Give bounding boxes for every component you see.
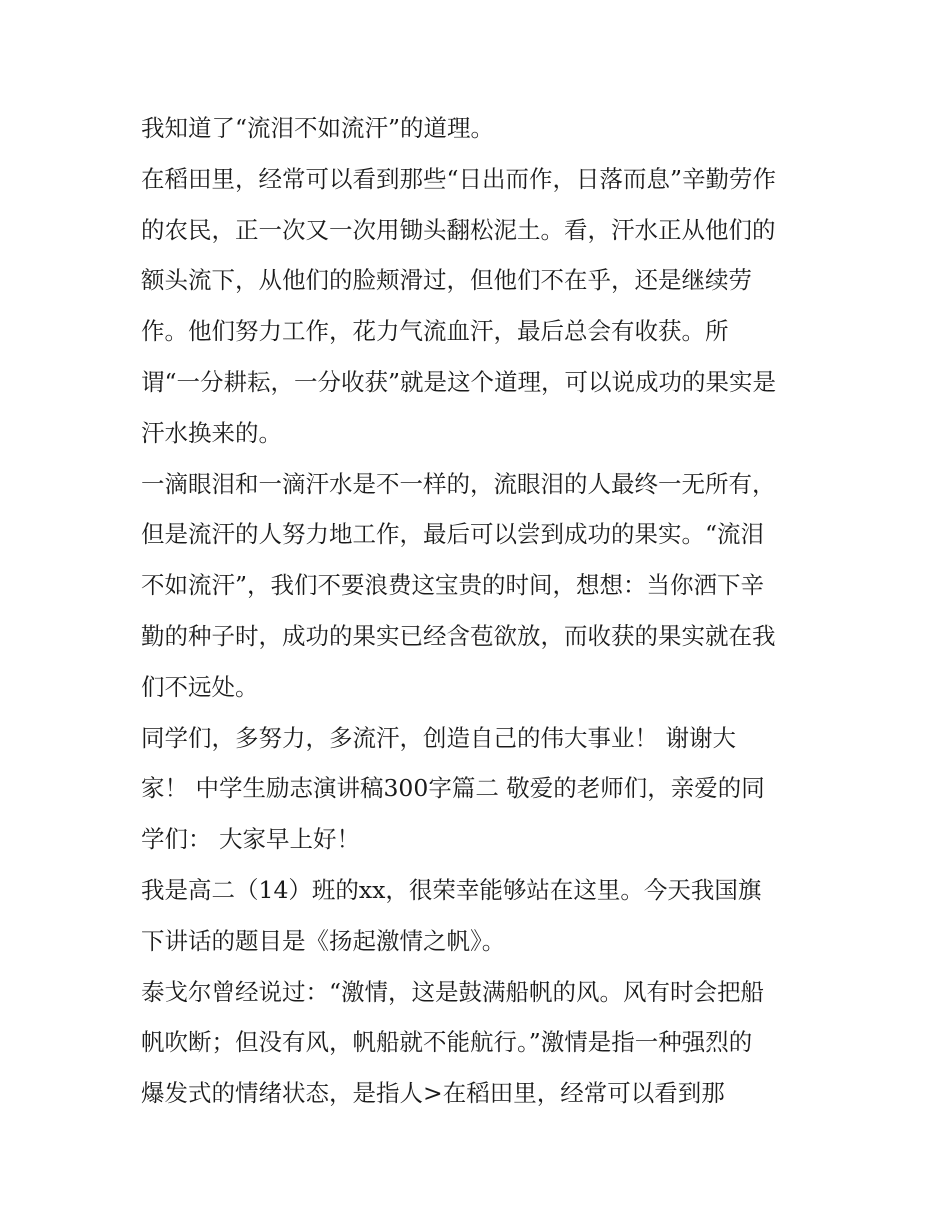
- text-line: 同学们，多努力，多流汗，创造自己的伟大事业！ 谢谢大: [141, 723, 736, 752]
- text-line: 谓“一分耕耘，一分收获”就是这个道理，可以说成功的果实是: [141, 367, 777, 396]
- text-line: 额头流下，从他们的脸颊滑过，但他们不在乎，还是继续劳: [141, 266, 752, 295]
- text-line: 学们： 大家早上好！: [141, 825, 360, 854]
- text-line: 下讲话的题目是《扬起激情之帆》。: [141, 926, 506, 955]
- text-line: 爆发式的情绪状态，是指人>在稻田里，经常可以看到那: [141, 1079, 725, 1108]
- text-line: 我知道了“流泪不如流汗”的道理。: [141, 114, 495, 142]
- text-line: 一滴眼泪和一滴汗水是不一样的，流眼泪的人最终一无所有，: [141, 469, 776, 498]
- text-line: 在稻田里，经常可以看到那些“日出而作，日落而息”辛勤劳作: [141, 164, 777, 193]
- text-line: 不如流汗”，我们不要浪费这宝贵的时间，想想：当你洒下辛: [141, 571, 765, 600]
- text-line: 作。他们努力工作，花力气流血汗，最后总会有收获。所: [141, 317, 729, 346]
- text-line: 但是流汗的人努力地工作，最后可以尝到成功的果实。“流泪: [141, 520, 765, 549]
- document-body: [141, 103, 821, 1119]
- text-line: 家！ 中学生励志演讲稿300字篇二 敬爱的老师们，亲爱的同: [141, 774, 765, 803]
- text-line: 勤的种子时，成功的果实已经含苞欲放，而收获的果实就在我: [141, 621, 776, 650]
- text-line: 们不远处。: [141, 672, 259, 701]
- text-line: 我是高二（14）班的xx，很荣幸能够站在这里。今天我国旗: [141, 875, 762, 904]
- text-line: 帆吹断；但没有风，帆船就不能航行。”激情是指一种强烈的: [141, 1028, 753, 1057]
- text-line: 的农民，正一次又一次用锄头翻松泥土。看，汗水正从他们的: [141, 215, 776, 244]
- text-line: 泰戈尔曾经说过：“激情，这是鼓满船帆的风。风有时会把船: [141, 977, 765, 1006]
- text-line: 汗水换来的。: [141, 418, 282, 447]
